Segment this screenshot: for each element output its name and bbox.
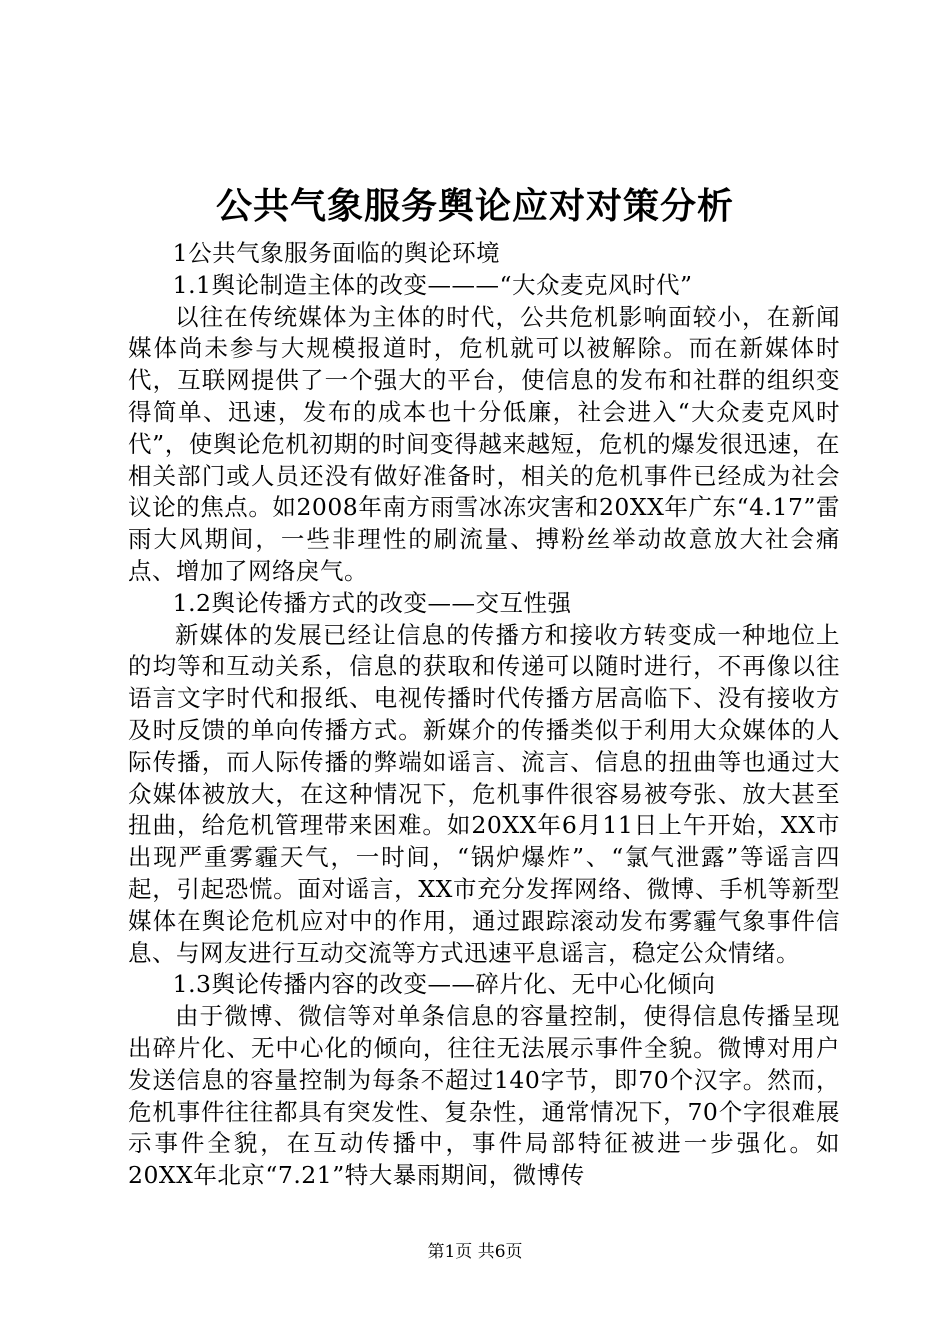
body-paragraph: 由于微博、微信等对单条信息的容量控制，使得信息传播呈现出碎片化、无中心化的倾向，往往无法展示事件全貌。微博对用户发送信息的容量控制为每条不超过140字节，即70个汉字。然而，危机事件往往都具有突发性、复杂性，通常情况下，70个字很难展示事件全貌，在互动传播中，事件局部特征被进一步强化。如20XX年北京“7.21”特大暴雨期间，微博传 xyxy=(128,1002,840,1190)
subsection-heading: 1.3舆论传播内容的改变——碎片化、无中心化倾向 xyxy=(172,970,716,999)
page-footer: 第1页 共6页 xyxy=(427,1242,523,1262)
body-paragraph: 以往在传统媒体为主体的时代，公共危机影响面较小，在新闻媒体尚未参与大规模报道时，危机就可以被解除。而在新媒体时代，互联网提供了一个强大的平台，使信息的发布和社群的组织变得简单、迅速，发布的成本也十分低廉，社会进入“大众麦克风时代”，使舆论危机初期的时间变得越来越短，危机的爆发很迅速，在相关部门或人员还没有做好准备时，相关的危机事件已经成为社会议论的焦点。如2008年南方雨雪冰冻灾害和20XX年广东“4.17”雷雨大风期间，一些非理性的刷流量、搏粉丝举动故意放大社会痛点、增加了网络戾气。 xyxy=(128,302,840,585)
document-body xyxy=(128,238,840,1192)
subsection-heading: 1.1舆论制造主体的改变———“大众麦克风时代” xyxy=(172,270,693,299)
section-heading: 1公共气象服务面临的舆论环境 xyxy=(172,239,501,267)
subsection-heading: 1.2舆论传播方式的改变——交互性强 xyxy=(172,588,572,617)
body-paragraph: 新媒体的发展已经让信息的传播方和接收方转变成一种地位上的均等和互动关系，信息的获取和传递可以随时进行，不再像以往语言文字时代和报纸、电视传播时代传播方居高临下、没有接收方及时反馈的单向传播方式。新媒介的传播类似于利用大众媒体的人际传播，而人际传播的弊端如谣言、流言、信息的扭曲等也通过大众媒体被放大，在这种情况下，危机事件很容易被夸张、放大甚至扭曲，给危机管理带来困难。如20XX年6月11日上午开始，XX市出现严重雾霾天气，一时间，“锅炉爆炸”、“氯气泄露”等谣言四起，引起恐慌。面对谣言，XX市充分发挥网络、微博、手机等新型媒体在舆论危机应对中的作用，通过跟踪滚动发布雾霾气象事件信息、与网友进行互动交流等方式迅速平息谣言，稳定公众情绪。 xyxy=(128,620,840,967)
document-title: 公共气象服务舆论应对对策分析 xyxy=(215,186,734,227)
